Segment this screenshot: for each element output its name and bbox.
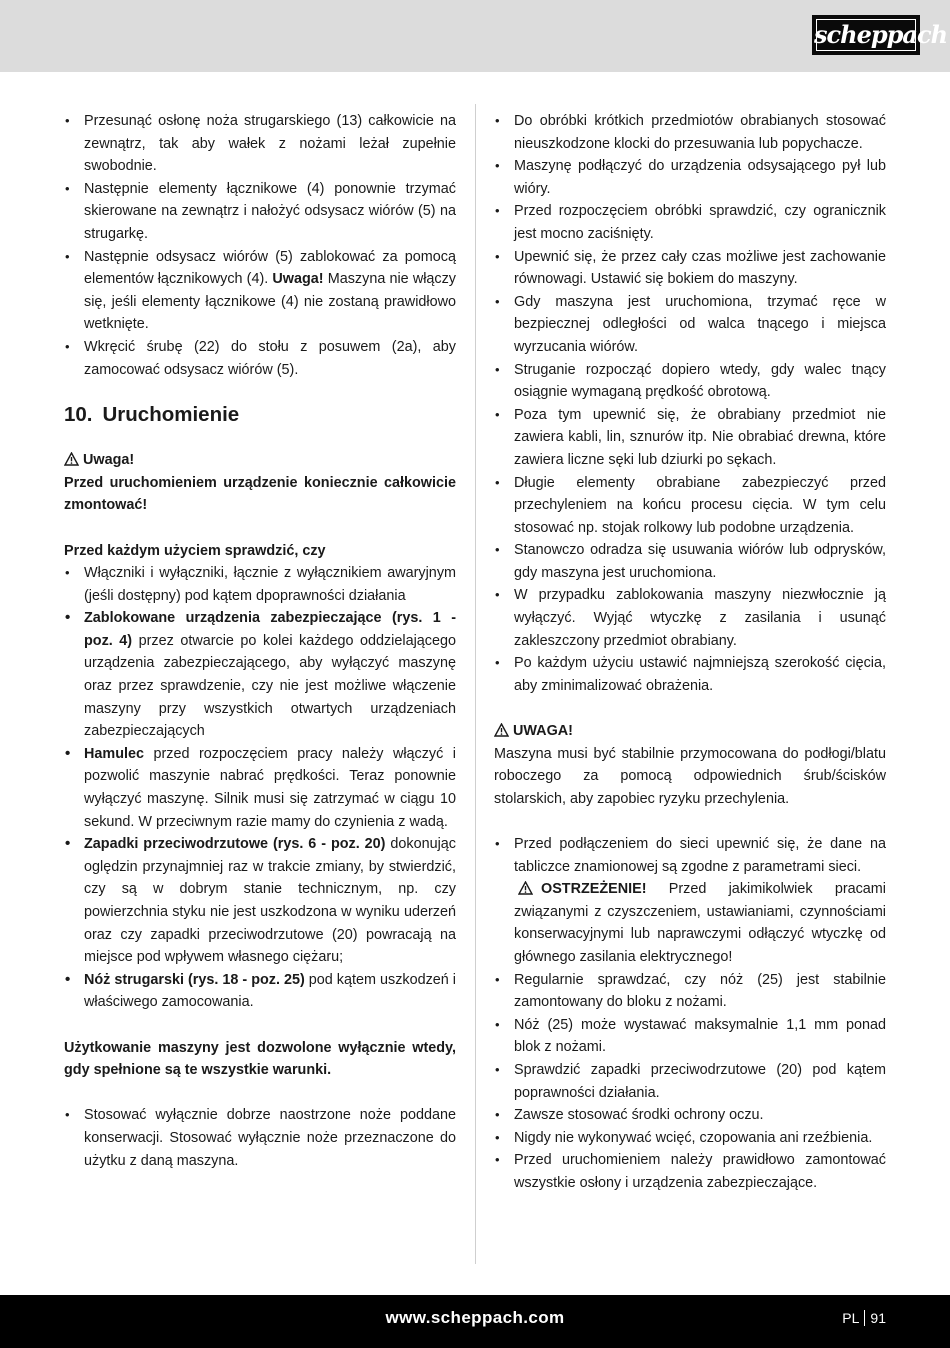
list-item: • Sprawdzić zapadki przeciwodrzutowe (20) pod kątem poprawności działania. xyxy=(494,1059,886,1104)
list-item: • Gdy maszyna jest uruchomiona, trzymać ręce w bezpiecznej odległości od walca tnącego i miejsca wyrzucania wiórów. xyxy=(494,291,886,359)
section-heading xyxy=(64,401,456,429)
list-item xyxy=(64,607,456,743)
header-band xyxy=(0,0,950,72)
list-item xyxy=(64,833,456,969)
list-item: • Struganie rozpocząć dopiero wtedy, gdy walec tnący osiągnie wymaganą prędkość obrotową. xyxy=(494,359,886,404)
list-item: • Przesunąć osłonę noża strugarskiego (13) całkowicie na zewnątrz, tak aby wałek z nożami leżał zupełnie swobodnie. xyxy=(64,110,456,178)
list-item-text: dokonując oględzin przynajmniej raz w trakcie zmiany, by stwierdzić, czy są w dobrym stanie technicznym, np. czy powierzchnia styku nie jest uszkodzona w wyniku uderzeń oraz czy zapadki przeciwodrzutowe (20) powracają na miejsce pod wpływem własnego ciężaru; xyxy=(84,836,456,966)
warning-heading xyxy=(494,720,886,743)
list-item-text: przed rozpoczęciem pracy należy włączyć i pozwolić maszynie nabrać prędkości. Teraz ponownie wyłączyć maszynę. Silnik musi się zatrzymać w ciągu 10 sekund. W przeciwnym razie mamy do czynienia z wadą. xyxy=(84,745,456,830)
right-column xyxy=(494,110,886,1195)
warning-triangle-icon xyxy=(64,452,79,466)
section-number: 10. xyxy=(64,403,93,427)
warning-text: Maszyna musi być stabilnie przymocowana do podłogi/blatu roboczego za pomocą odpowiednich śrub/ścisków stolarskich, aby zapobiec ryzyku przechylenia. xyxy=(494,745,886,807)
list-item xyxy=(64,743,456,833)
list-item: • Regularnie sprawdzać, czy nóż (25) jest stabilnie zamontowany do bloku z nożami. xyxy=(494,969,886,1014)
check-heading: Przed każdym użyciem sprawdzić, czy xyxy=(64,542,326,559)
warning-triangle-icon xyxy=(494,723,509,737)
check-list xyxy=(64,562,456,1014)
list-item-bold: Uwaga! xyxy=(272,271,324,288)
list-item-text: pod kątem uszkodzeń i właściwego zamocowania. xyxy=(84,971,456,1011)
final-list xyxy=(64,1104,456,1172)
list-item: • Następnie elementy łącznikowe (4) ponownie trzymać skierowane na zewnątrz i nałożyć odsysacz wiórów (5) na strugarkę. xyxy=(64,178,456,246)
list-item: • Nigdy nie wykonywać wcięć, czopowania ani rzeźbienia. xyxy=(494,1127,886,1150)
list-item: • Poza tym upewnić się, że obrabiany przedmiot nie zawiera kabli, lin, sznurów itp. Nie obrabiać drewna, które zawiera liczne sęki lub dziurki po sękach. xyxy=(494,404,886,472)
list-item: • Upewnić się, że przez cały czas możliwe jest zachowanie równowagi. Ustawić się bokiem do maszyny. xyxy=(494,246,886,291)
warning-label: Uwaga! xyxy=(83,452,135,469)
intro-list xyxy=(64,110,456,381)
column-divider xyxy=(475,104,476,1264)
left-column xyxy=(64,110,456,1172)
list-item: • Przed uruchomieniem należy prawidłowo zamontować wszystkie osłony i urządzenia zabezpieczające. xyxy=(494,1149,886,1194)
warning-label: UWAGA! xyxy=(513,723,573,740)
warning-triangle-icon xyxy=(518,881,533,895)
caution-block xyxy=(514,878,886,968)
usage-condition-text: Użytkowanie maszyny jest dozwolone wyłącznie wtedy, gdy spełnione są te wszystkie warunki. xyxy=(64,1039,456,1079)
caution-text: Przed jakimikolwiek pracami związanymi z czyszczeniem, ustawianiami, czynnościami konserwacyjnymi lub naprawczymi odłączyć wtyczkę od głównego zasilania elektrycznego! xyxy=(514,881,886,965)
list-item-bold: Nóż strugarski (rys. 18 - poz. 25) xyxy=(84,971,305,988)
list-item-bold: Hamulec xyxy=(84,745,144,762)
list-item xyxy=(64,246,456,336)
list-item: • Maszynę podłączyć do urządzenia odsysającego pył lub wióry. xyxy=(494,155,886,200)
list-item-bold: Zablokowane urządzenia zabezpieczające (rys. 1 - poz. 4) xyxy=(84,610,456,649)
list-item: • Długie elementy obrabiane zabezpieczyć przed przechyleniem na końcu procesu cięcia. W tym celu stosować np. stojak rolkowy lub podobne urządzenia. xyxy=(494,472,886,540)
list-item-text: Przed podłączeniem do sieci upewnić się, że dane na tabliczce znamionowej są zgodne z parametrami sieci. xyxy=(514,836,886,875)
warning-heading xyxy=(64,449,456,472)
language-code: PL xyxy=(842,1310,860,1326)
caution-label: OSTRZEŻENIE! xyxy=(541,881,647,898)
list-item: • Stosować wyłącznie dobrze naostrzone noże poddane konserwacji. Stosować wyłącznie noże przeznaczone do użytku z daną maszyna. xyxy=(64,1104,456,1172)
maintenance-list xyxy=(494,833,886,1195)
list-item: • Do obróbki krótkich przedmiotów obrabianych stosować nieuszkodzone klocki do przesuwania lub popychacze. xyxy=(494,110,886,155)
list-item xyxy=(64,562,456,607)
footer-bar xyxy=(0,1295,950,1348)
page-number: 91 xyxy=(870,1310,886,1326)
list-item-bold: Zapadki przeciwodrzutowe (rys. 6 - poz. 20) xyxy=(84,836,386,853)
list-item xyxy=(64,969,456,1014)
list-item xyxy=(494,833,886,969)
safety-list xyxy=(494,110,886,697)
list-item: • W przypadku zablokowania maszyny niezwłocznie ją wyłączyć. Wyjąć wtyczkę z zasilania i usunąć zakleszczony przedmiot obrabiany. xyxy=(494,584,886,652)
section-title: Uruchomienie xyxy=(102,403,240,427)
warning-text: Przed uruchomieniem urządzenie koniecznie całkowicie zmontować! xyxy=(64,474,456,514)
list-item: • Po każdym użyciu ustawić najmniejszą szerokość cięcia, aby zminimalizować obrażenia. xyxy=(494,652,886,697)
caution-heading xyxy=(514,881,647,897)
list-item: • Wkręcić śrubę (22) do stołu z posuwem (2a), aby zamocować odsysacz wiórów (5). xyxy=(64,336,456,381)
list-item: • Nóż (25) może wystawać maksymalnie 1,1 mm ponad blok z nożami. xyxy=(494,1014,886,1059)
list-item: • Przed rozpoczęciem obróbki sprawdzić, czy ogranicznik jest mocno zaciśnięty. xyxy=(494,200,886,245)
list-item: • Zawsze stosować środki ochrony oczu. xyxy=(494,1104,886,1127)
scheppach-logo: scheppach xyxy=(812,15,920,55)
list-item: • Stanowczo odradza się usuwania wiórów lub odprysków, gdy maszyna jest uruchomiona. xyxy=(494,539,886,584)
website-link[interactable]: www.scheppach.com xyxy=(385,1308,565,1327)
page-indicator xyxy=(842,1310,886,1326)
list-item-text: Następnie odsysacz wiórów (5) zablokować za pomocą elementów łącznikowych (4). xyxy=(84,248,456,288)
list-item-text: Włączniki i wyłączniki, łącznie z wyłącznikiem awaryjnym (jeśli dostępny) pod kątem dpoprawności działania xyxy=(84,565,456,604)
list-item-text: przez otwarcie po kolei każdego oddzielającego urządzenia zabezpieczającego, aby wyłączyć maszynę oraz przez sprawdzenie, czy nie jest możliwe włączenie maszyny przy wszystkich otwartych urządzeniach zabezpieczających xyxy=(84,632,456,740)
list-item-text: Maszyna nie włączy się, jeśli elementy łącznikowe (4) nie zostaną prawidłowo wetknięte. xyxy=(84,271,457,333)
